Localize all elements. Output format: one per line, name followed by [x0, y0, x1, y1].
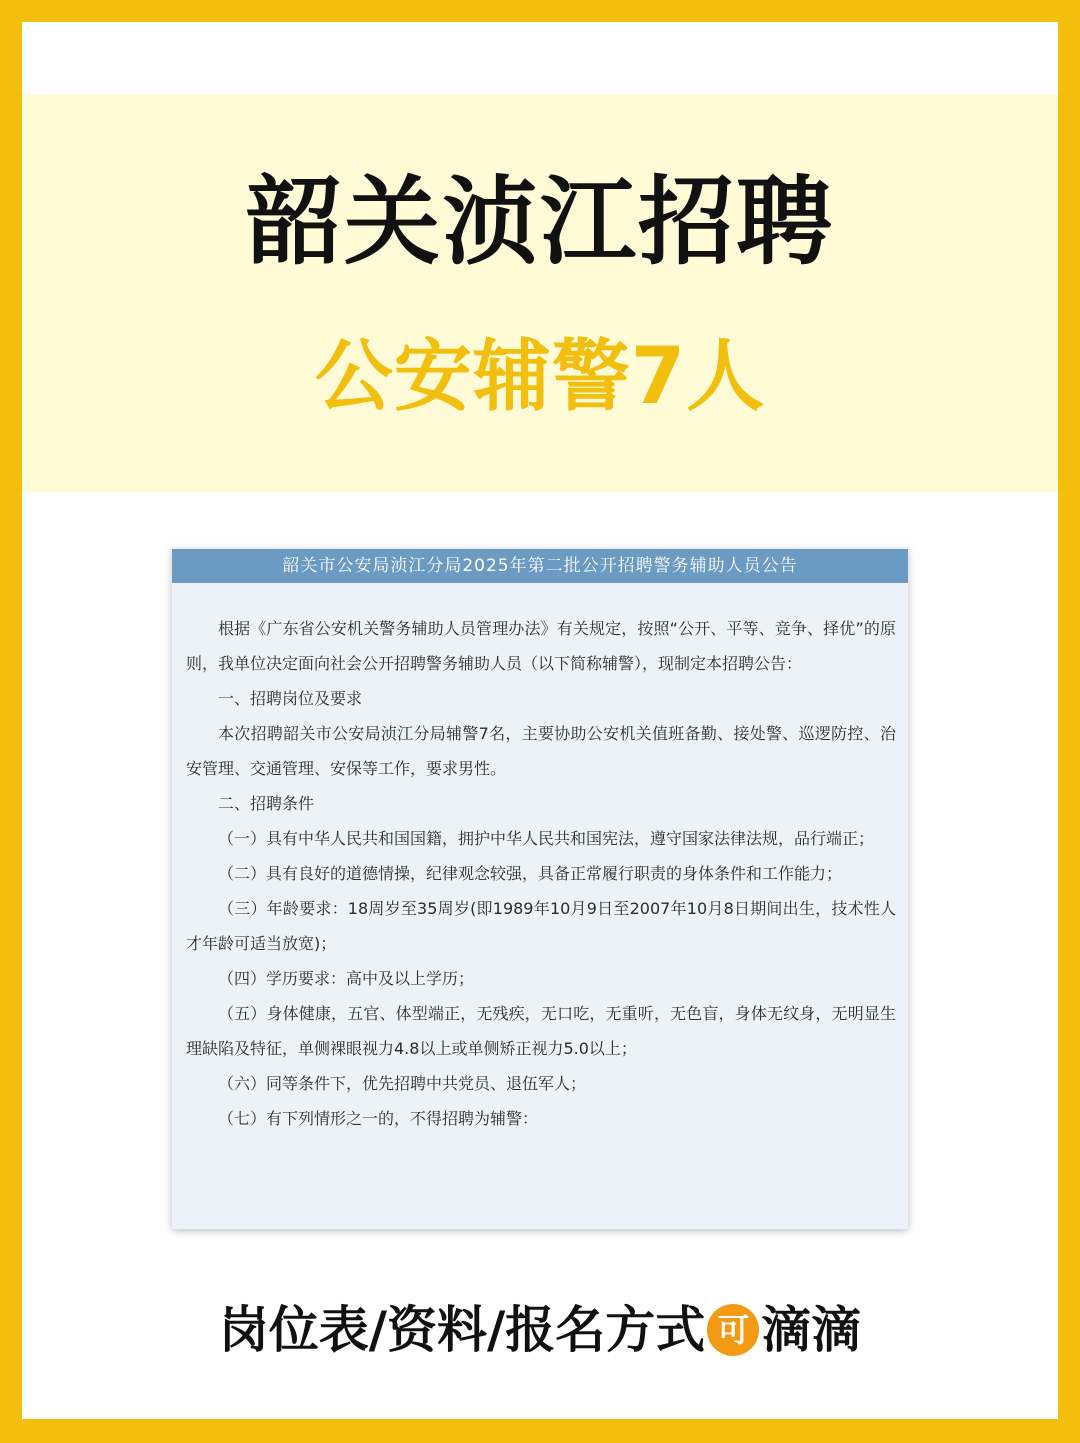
section-heading: 一、招聘岗位及要求	[218, 689, 363, 708]
announcement-paragraph: 根据《广东省公安机关警务辅助人员管理办法》有关规定，按照“公开、平等、竞争、择优”的原则，我单位决定面向社会公开招聘警务辅助人员（以下简称辅警），现制定本招聘公告：	[186, 619, 896, 673]
announcement-paragraph: 本次招聘韶关市公安局浈江分局辅警7名，主要协助公安机关值班备勤、接处警、巡逻防控、治安管理、交通管理、安保等工作，要求男性。	[186, 724, 896, 778]
ke-badge-icon: 可	[707, 1304, 759, 1356]
page-subtitle: 公安辅警7人	[314, 332, 766, 422]
title-banner	[22, 94, 1058, 492]
footer-text: 岗位表/资料/报名方式	[218, 1301, 706, 1359]
condition-item: （五）身体健康，五官、体型端正，无残疾，无口吃，无重听，无色盲，身体无纹身，无明显生理缺陷及特征，单侧裸眼视力4.8以上或单侧矫正视力5.0以上；	[186, 1004, 896, 1058]
poster-card	[22, 22, 1058, 1419]
condition-item: （三）年龄要求：18周岁至35周岁(即1989年10月9日至2007年10月8日期间出生，技术性人才年龄可适当放宽)；	[186, 899, 896, 953]
condition-item: （二）具有良好的道德情操，纪律观念较强，具备正常履行职责的身体条件和工作能力；	[218, 864, 843, 883]
page-title: 韶关浈江招聘	[246, 166, 834, 278]
announcement-title: 韶关市公安局浈江分局2025年第二批公开招聘警务辅助人员公告	[172, 549, 908, 583]
announcement-screenshot	[172, 549, 908, 1229]
condition-item: （七）有下列情形之一的，不得招聘为辅警：	[218, 1109, 539, 1128]
condition-item: （一）具有中华人民共和国国籍，拥护中华人民共和国宪法，遵守国家法律法规，品行端正；	[218, 829, 875, 848]
condition-item: （六）同等条件下，优先招聘中共党员、退伍军人；	[218, 1074, 587, 1093]
footer-text-end: 滴滴	[761, 1301, 862, 1359]
condition-item: （四）学历要求：高中及以上学历；	[218, 969, 475, 988]
section-heading: 二、招聘条件	[218, 794, 315, 813]
announcement-body	[172, 583, 908, 1136]
footer-caption	[22, 1297, 1058, 1363]
